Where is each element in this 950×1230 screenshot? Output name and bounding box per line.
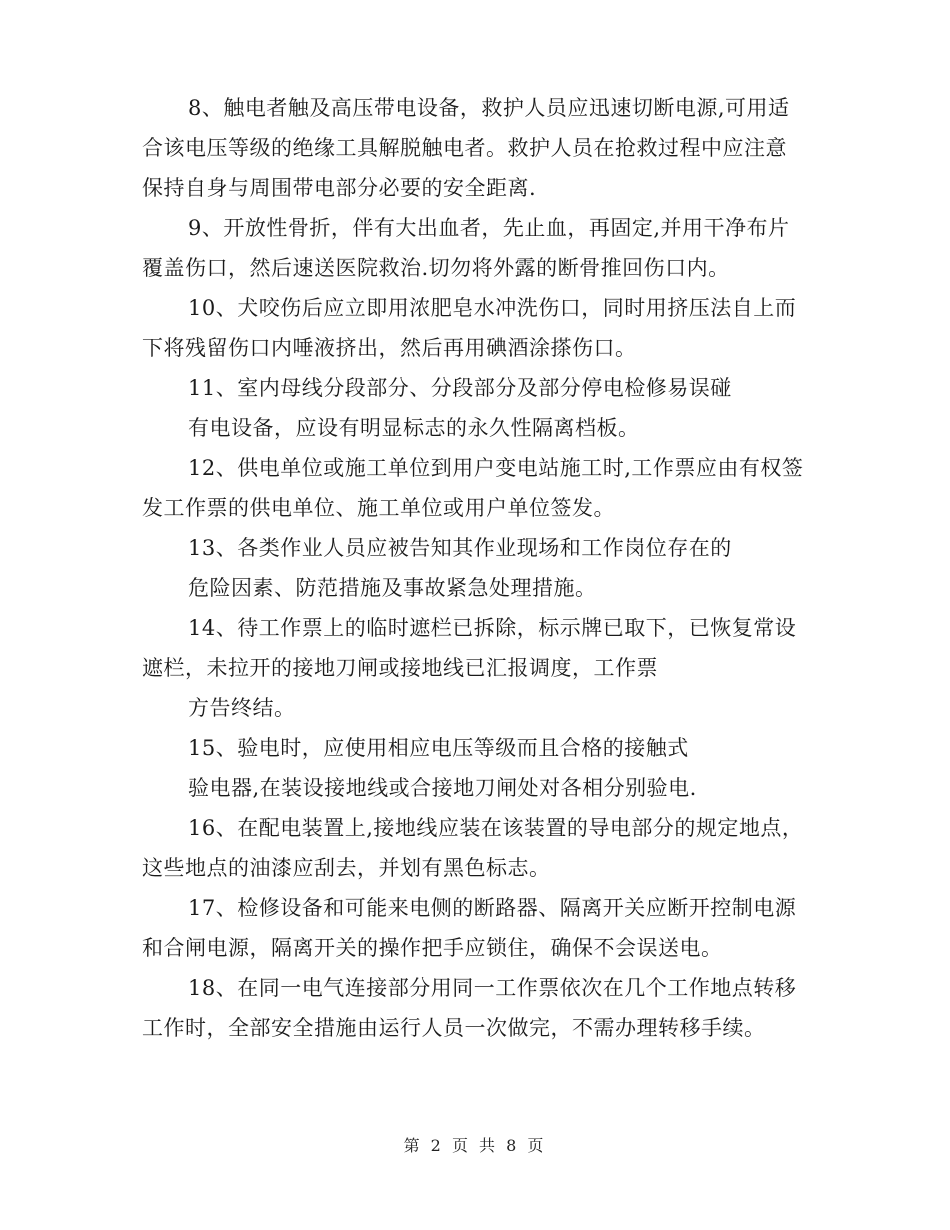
text-line: 保持自身与周围带电部分必要的安全距离. [142, 176, 537, 200]
text-line: 危险因素、防范措施及事故紧急处理措施。 [188, 576, 597, 600]
text-line: 10、犬咬伤后应立即用浓肥皂水冲洗伤口，同时用挤压法自上而 [188, 296, 797, 320]
text-line: 方告终结。 [188, 696, 296, 720]
page-number-footer: 第 2 页 共 8 页 [403, 1136, 547, 1155]
text-line: 验电器,在装设接地线或合接地刀闸处对各相分别验电. [188, 776, 697, 800]
text-line: 11、室内母线分段部分、分段部分及部分停电检修易误碰 [188, 376, 732, 400]
text-line: 15、验电时，应使用相应电压等级而且合格的接触式 [188, 736, 689, 760]
text-line: 14、待工作票上的临时遮栏已拆除，标示牌已取下，已恢复常设 [188, 616, 797, 640]
text-line: 覆盖伤口，然后速送医院救治.切勿将外露的断骨推回伤口内。 [142, 256, 730, 280]
text-line: 13、各类作业人员应被告知其作业现场和工作岗位存在的 [188, 536, 732, 560]
text-line: 下将残留伤口内唾液挤出，然后再用碘酒涂搽伤口。 [142, 336, 637, 360]
text-line: 9、开放性骨折，伴有大出血者，先止血，再固定,并用干净布片 [188, 216, 790, 240]
text-line: 12、供电单位或施工单位到用户变电站施工时,工作票应由有权签 [188, 456, 804, 480]
text-line: 8、触电者触及高压带电设备，救护人员应迅速切断电源,可用适 [188, 96, 790, 120]
text-line: 有电设备，应设有明显标志的永久性隔离档板。 [188, 416, 640, 440]
text-line: 17、检修设备和可能来电侧的断路器、隔离开关应断开控制电源 [188, 896, 797, 920]
text-line: 发工作票的供电单位、施工单位或用户单位签发。 [142, 496, 615, 520]
text-line: 16、在配电装置上,接地线应装在该装置的导电部分的规定地点， [188, 816, 804, 840]
text-line: 和合闸电源，隔离开关的操作把手应锁住，确保不会误送电。 [142, 936, 723, 960]
text-line: 合该电压等级的绝缘工具解脱触电者。救护人员在抢救过程中应注意 [142, 136, 787, 160]
text-line: 工作时，全部安全措施由运行人员一次做完，不需办理转移手续。 [142, 1016, 766, 1040]
text-line: 18、在同一电气连接部分用同一工作票依次在几个工作地点转移 [188, 976, 797, 1000]
document-body [142, 88, 812, 1048]
text-line: 这些地点的油漆应刮去，并划有黑色标志。 [142, 856, 551, 880]
text-line: 遮栏，未拉开的接地刀闸或接地线已汇报调度，工作票 [142, 656, 658, 680]
